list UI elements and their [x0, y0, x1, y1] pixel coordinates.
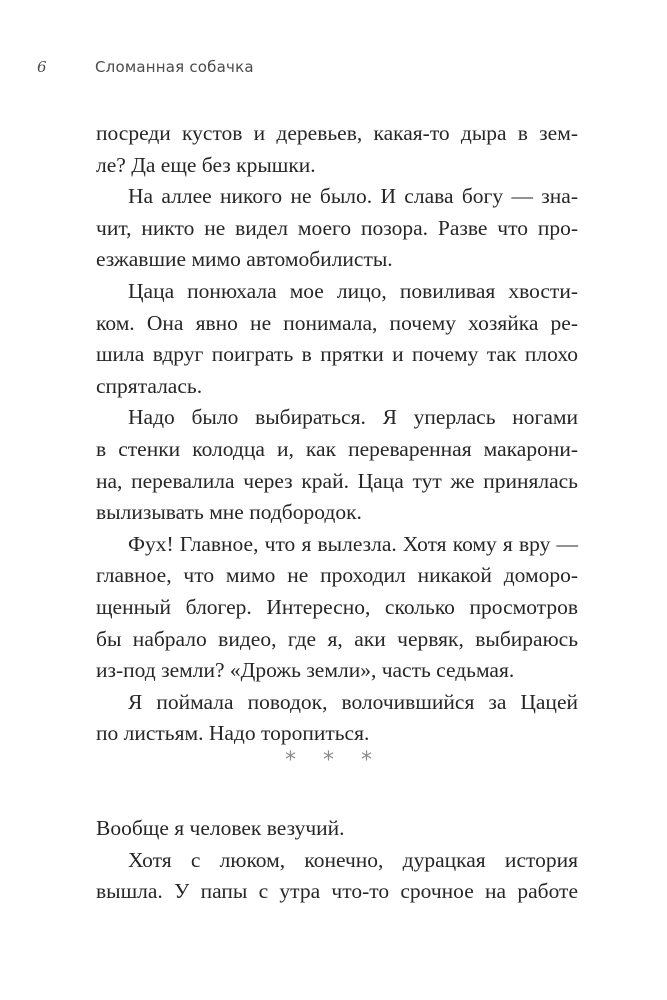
- text-line: по листьям. Надо торопиться.: [96, 721, 370, 746]
- section-separator: * * *: [285, 748, 382, 773]
- text-line: бы набрало видео, где я, аки червяк, выбираюсь: [96, 626, 578, 651]
- text-line: вышла. У папы с утра что-то срочное на работе: [96, 879, 578, 904]
- text-line: в стенки колодца и, как переваренная макарони-: [96, 436, 578, 461]
- running-head: [0, 58, 667, 82]
- text-line: вылизывать мне подбородок.: [96, 500, 362, 525]
- text-line: Хотя с люком, конечно, дурацкая история: [128, 847, 578, 872]
- text-line: Надо было выбираться. Я уперлась ногами: [128, 405, 578, 430]
- text-line: шила вдруг поиграть в прятки и почему так плохо: [96, 342, 578, 367]
- text-line: ле? Да еще без крышки.: [96, 152, 316, 177]
- book-title: Сломанная собачка: [95, 58, 254, 76]
- text-line: На аллее никого не было. И слава богу — зна-: [128, 184, 578, 209]
- page-number: 6: [37, 58, 47, 76]
- text-line: езжавшие мимо автомобилисты.: [96, 247, 393, 272]
- text-line: ком. Она явно не понимала, почему хозяйка ре-: [96, 310, 578, 335]
- text-line: Я поймала поводок, волочившийся за Цацей: [128, 689, 578, 714]
- text-line: Вообще я человек везучий.: [96, 816, 345, 840]
- text-line: щенный блогер. Интересно, сколько просмотров: [96, 594, 578, 619]
- text-line: Цаца понюхала мое лицо, повиливая хвости-: [128, 278, 578, 303]
- text-line: чит, никто не видел моего позора. Разве что про-: [96, 215, 578, 240]
- text-line: главное, что мимо не проходил никакой доморо-: [96, 563, 578, 588]
- text-line: посреди кустов и деревьев, какая-то дыра в зем-: [96, 121, 578, 145]
- body-text: [96, 118, 578, 750]
- body-text-continued: [96, 813, 578, 908]
- text-line: на, перевалила через край. Цаца тут же принялась: [96, 468, 578, 493]
- text-line: Фух! Главное, что я вылезла. Хотя кому я вру —: [128, 531, 578, 556]
- text-line: спряталась.: [96, 373, 203, 398]
- text-line: из-под земли? «Дрожь земли», часть седьмая.: [96, 658, 515, 683]
